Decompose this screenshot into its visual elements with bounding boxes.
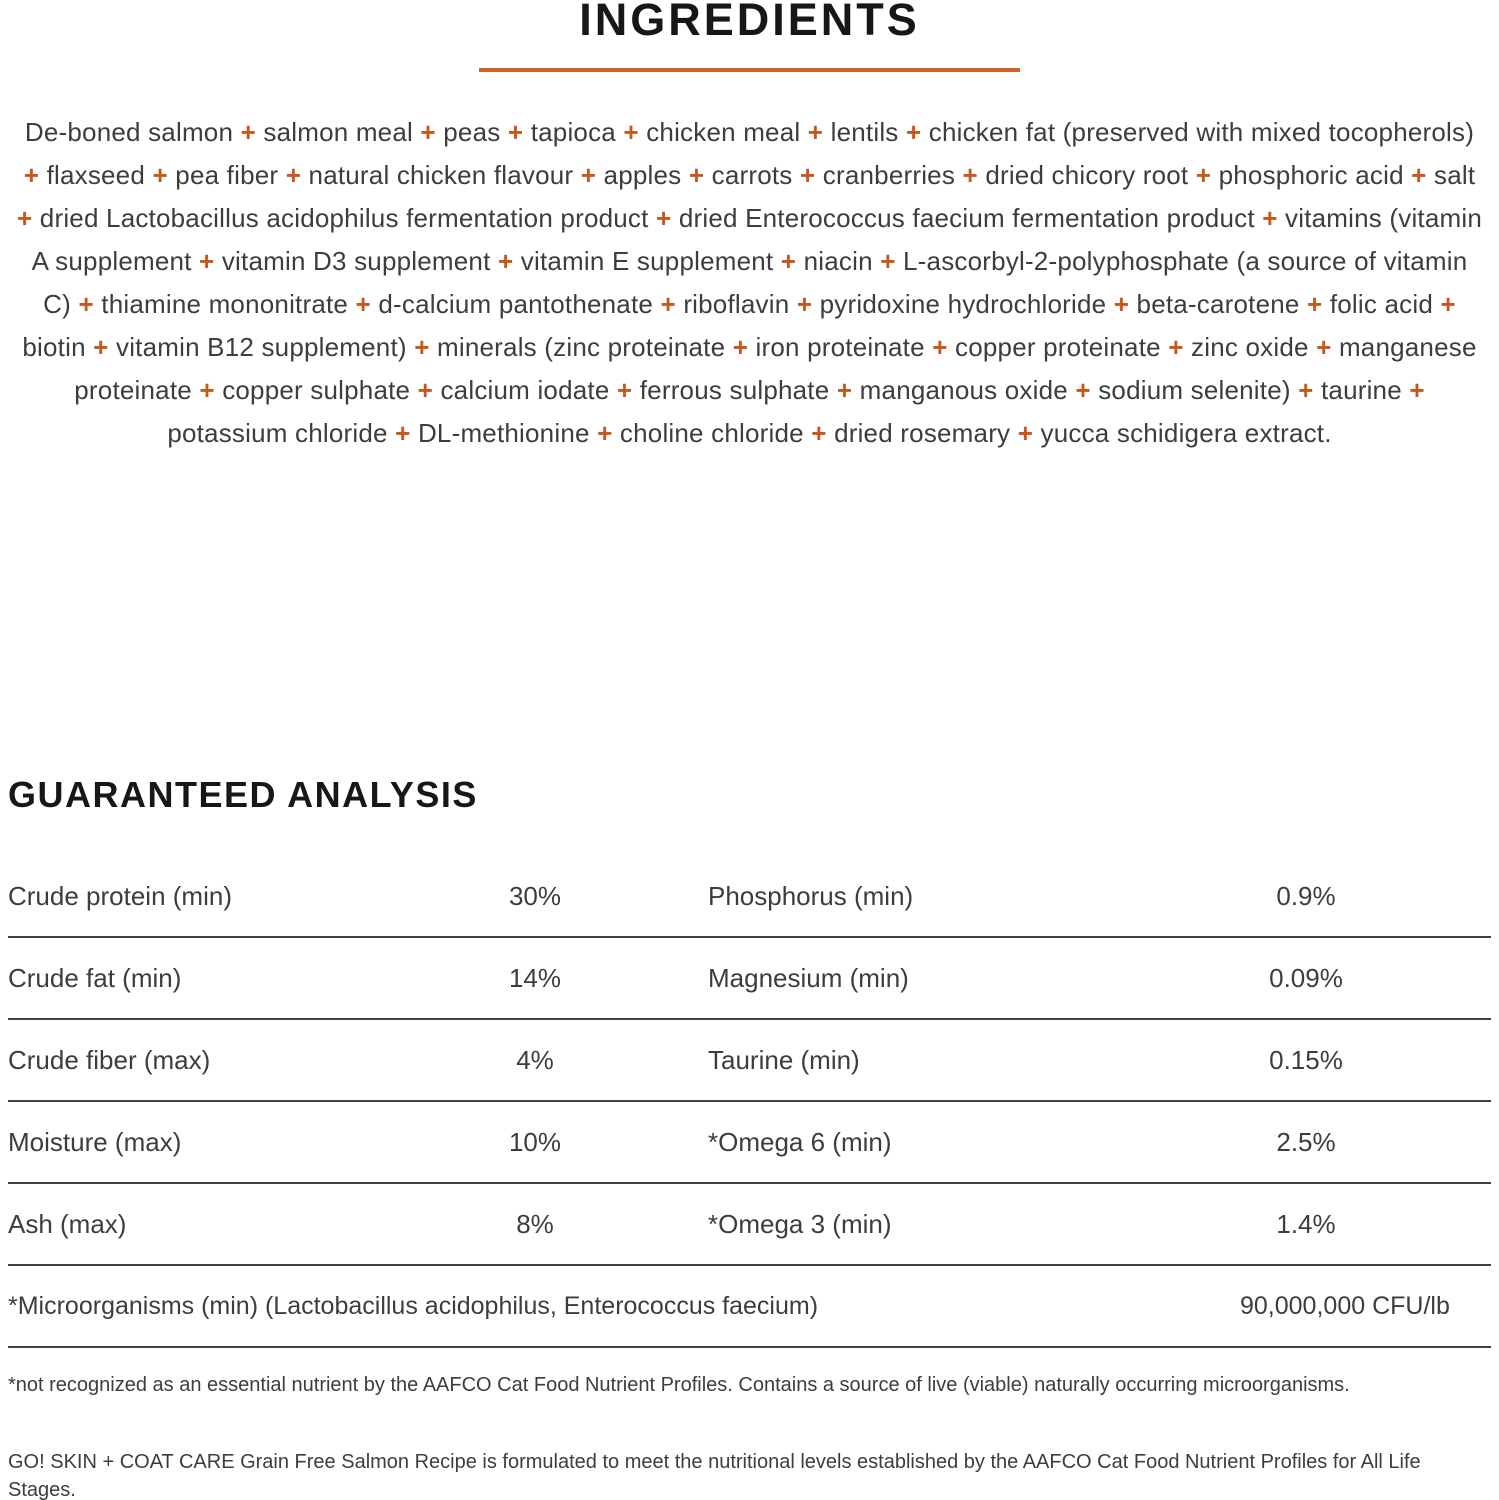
nutrient-value: 14% <box>508 962 562 993</box>
ingredient-separator-plus: + <box>78 289 94 320</box>
microorganisms-label: *Microorganisms (min) (Lactobacillus acidophilus, Enterococcus faecium) <box>8 1291 819 1320</box>
ingredient-separator-plus: + <box>1168 332 1184 363</box>
ingredient-separator-plus: + <box>932 332 948 363</box>
nutrient-value: 2.5% <box>1276 1126 1336 1157</box>
ingredient-separator-plus: + <box>1113 289 1130 320</box>
ingredient-separator-plus: + <box>1307 289 1323 320</box>
ingredient-separator-plus: + <box>1298 375 1314 406</box>
ingredient-separator-plus: + <box>507 117 524 148</box>
ingredient-separator-plus: + <box>623 117 639 148</box>
ingredient-separator-plus: + <box>16 203 33 234</box>
nutrient-value: 30% <box>508 880 562 911</box>
ingredient-separator-plus: + <box>152 160 168 191</box>
nutrient-label: *Omega 3 (min) <box>708 1208 892 1239</box>
microorganisms-value: 90,000,000 CFU/lb <box>1240 1291 1450 1320</box>
analysis-table-row <box>8 856 1491 938</box>
nutrient-label: Crude protein (min) <box>8 880 232 911</box>
nutrient-label: Phosphorus (min) <box>708 880 914 911</box>
ingredient-separator-plus: + <box>1316 332 1332 363</box>
ingredient-separator-plus: + <box>199 375 215 406</box>
ingredient-separator-plus: + <box>905 117 922 148</box>
ingredient-separator-plus: + <box>497 246 514 277</box>
footnote-aafco-nutrient: *not recognized as an essential nutrient by the AAFCO Cat Food Nutrient Profiles. Contains a source of live (viable) naturally occurring microorganisms. <box>8 1374 1350 1396</box>
ingredient-separator-plus: + <box>414 332 430 363</box>
nutrient-label: Ash (max) <box>8 1208 127 1239</box>
nutrient-label: Crude fiber (max) <box>8 1044 211 1075</box>
ingredient-separator-plus: + <box>1195 160 1212 191</box>
ingredient-separator-plus: + <box>880 246 896 277</box>
nutrient-value: 10% <box>508 1126 562 1157</box>
ingredient-separator-plus: + <box>580 160 597 191</box>
nutrient-value: 4% <box>516 1044 554 1075</box>
ingredient-separator-plus: + <box>656 203 672 234</box>
nutrient-label: Crude fat (min) <box>8 962 182 993</box>
ingredient-separator-plus: + <box>1262 203 1278 234</box>
analysis-table-row <box>8 1102 1491 1184</box>
ingredient-separator-plus: + <box>811 418 827 449</box>
ingredient-separator-plus: + <box>23 160 40 191</box>
ingredient-separator-plus: + <box>285 160 302 191</box>
nutrient-value: 0.9% <box>1276 880 1336 911</box>
ingredient-separator-plus: + <box>199 246 215 277</box>
nutrient-label: Magnesium (min) <box>708 962 909 993</box>
ingredient-separator-plus: + <box>688 160 705 191</box>
analysis-table-row <box>8 1184 1491 1266</box>
ingredient-separator-plus: + <box>395 418 411 449</box>
ingredients-title: INGREDIENTS <box>579 0 920 45</box>
ingredient-separator-plus: + <box>597 418 613 449</box>
analysis-table-row <box>8 938 1491 1020</box>
ingredient-separator-plus: + <box>836 375 853 406</box>
ingredient-separator-plus: + <box>732 332 749 363</box>
ingredient-separator-plus: + <box>660 289 676 320</box>
ingredient-separator-plus: + <box>780 246 797 277</box>
ingredient-separator-plus: + <box>420 117 436 148</box>
nutrient-value: 0.15% <box>1269 1044 1343 1075</box>
nutrient-label: *Omega 6 (min) <box>708 1126 892 1157</box>
ingredient-separator-plus: + <box>962 160 978 191</box>
title-underline-rule <box>479 68 1020 72</box>
ingredient-separator-plus: + <box>417 375 434 406</box>
ingredient-separator-plus: + <box>1440 289 1456 320</box>
ingredient-separator-plus: + <box>355 289 371 320</box>
ingredient-separator-plus: + <box>807 117 824 148</box>
nutrient-value: 1.4% <box>1276 1208 1336 1239</box>
ingredient-separator-plus: + <box>1411 160 1427 191</box>
ingredient-separator-plus: + <box>93 332 109 363</box>
ingredients-list: De-boned salmon + salmon meal + peas + tapioca + chicken meal + lentils + chicken fat (preserved with mixed tocopherols) + flaxseed + pea fiber + natural chicken flavour + apples + carrots + cranberries + dried chicory root + phosphoric acid + salt + dried Lactobacillus acidophilus fermentation product + dried Enterococcus faecium fermentation product + vitamins (vitamin A supplement + vitamin D3 supplement + vitamin E supplement + niacin + L-ascorbyl-2-polyphosphate (a source of vitamin C) + thiamine mononitrate + d-calcium pantothenate + riboflavin + pyridoxine hydrochloride + beta-carotene + folic acid + biotin + vitamin B12 supplement) + minerals (zinc proteinate + iron proteinate + copper proteinate + zinc oxide + manganese proteinate + copper sulphate + calcium iodate + ferrous sulphate + manganous oxide + sodium selenite) + taurine + potassium chloride + DL-methionine + choline chloride + dried rosemary + yucca schidigera extract. <box>16 117 1483 449</box>
ingredient-separator-plus: + <box>616 375 633 406</box>
ingredient-separator-plus: + <box>1409 375 1425 406</box>
ingredient-separator-plus: + <box>1075 375 1091 406</box>
microorganisms-row <box>8 1266 1491 1348</box>
footnote-formulation-statement: GO! SKIN + COAT CARE Grain Free Salmon Recipe is formulated to meet the nutritional levels established by the AAFCO Cat Food Nutrient Profiles for All Life Stages. <box>8 1451 1421 1500</box>
guaranteed-analysis-title: GUARANTEED ANALYSIS <box>8 774 478 815</box>
ingredient-separator-plus: + <box>796 289 813 320</box>
ingredient-separator-plus: + <box>240 117 256 148</box>
nutrient-value: 8% <box>516 1208 554 1239</box>
ingredient-separator-plus: + <box>1017 418 1034 449</box>
guaranteed-analysis-table <box>0 856 1499 1348</box>
ingredient-separator-plus: + <box>799 160 816 191</box>
nutrient-label: Taurine (min) <box>708 1044 860 1075</box>
nutrient-value: 0.09% <box>1269 962 1343 993</box>
nutrient-label: Moisture (max) <box>8 1126 182 1157</box>
analysis-table-row <box>8 1020 1491 1102</box>
